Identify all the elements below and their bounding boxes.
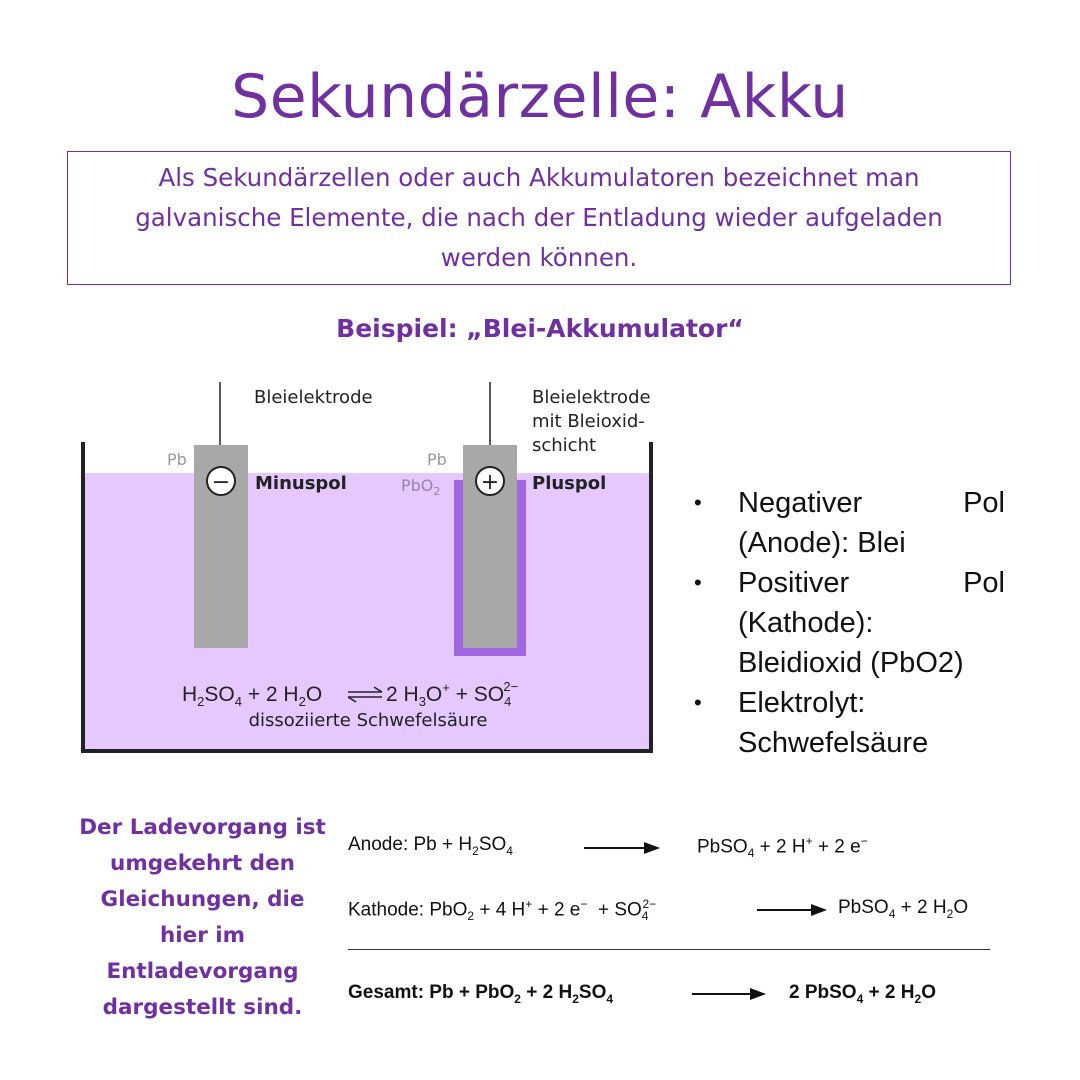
charging-note: Der Ladevorgang ist umgekehrt den Gleichungen, die hier im Entladevorgang dargestellt sind.: [79, 815, 326, 1020]
lead-acid-battery-diagram: [70, 370, 670, 770]
minus-icon: −: [211, 470, 231, 495]
definition-text: Als Sekundärzellen oder auch Akkumulatoren bezeichnet man galvanische Elemente, die nach der Entladung wieder aufgeladen werden können.: [135, 163, 943, 272]
reaction-arrow-icon: [690, 984, 770, 1004]
cathode-equation-rhs: PbSO$_4$ + 2 $H_2O$: [838, 897, 969, 921]
minus-pole-label: Minuspol: [255, 473, 347, 494]
bullet-icon: •: [694, 490, 702, 515]
divider: [348, 949, 990, 950]
cathode-equation-lhs: Kathode: PbO$_2$ + 4 H+ + 2 $e^- + SO_4^{2-}$: [348, 897, 657, 924]
anode-equation-rhs: PbSO$_4$ + 2 H+ + 2 e−: [697, 834, 868, 861]
list-item: • Positiver Pol (Kathode): Bleidioxid (PbO2): [690, 563, 1005, 683]
list-item: • Elektrolyt: Schwefelsäure: [690, 683, 1005, 763]
example-heading: Beispiel: „Blei-Akkumulator“: [336, 314, 744, 343]
pb-left-label: Pb: [167, 450, 187, 469]
list-item: • Negativer Pol (Anode): Blei: [690, 483, 1005, 563]
pb-right-label: Pb: [427, 450, 447, 469]
reaction-arrow-icon: [755, 900, 835, 920]
dissociation-equation: $H_2SO_4 + 2$ $H_2O$: [182, 683, 323, 709]
dissociation-equation-products: 2 $H_3O^+ + SO_42-$: [386, 679, 519, 709]
total-equation-rhs: 2 PbSO$_4$ + 2 $H_2O$: [789, 982, 936, 1006]
left-electrode-label: Bleielektrode: [254, 387, 373, 408]
page-title: Sekundärzelle: Akku: [231, 62, 849, 132]
plus-pole-label: Pluspol: [532, 473, 607, 494]
definition-box: [67, 151, 1011, 285]
right-electrode-label: Bleielektrode mit Bleioxid- schicht: [532, 387, 651, 456]
reaction-arrow-icon: [582, 838, 662, 858]
anode-equation-lhs: Anode: $Pb + H_2SO_4$: [348, 834, 513, 858]
total-equation-lhs: Gesamt: Pb + PbO$_2$ + 2 $H_2SO_4$: [348, 982, 614, 1006]
bullet-icon: •: [694, 690, 702, 715]
pbo2-label: PbO$_2$: [401, 476, 441, 498]
electrolyte: [83, 473, 651, 750]
properties-list: [690, 483, 1005, 763]
equation-caption: dissoziierte Schwefelsäure: [248, 710, 488, 731]
bullet-icon: •: [694, 570, 702, 595]
plus-icon: +: [480, 470, 500, 495]
